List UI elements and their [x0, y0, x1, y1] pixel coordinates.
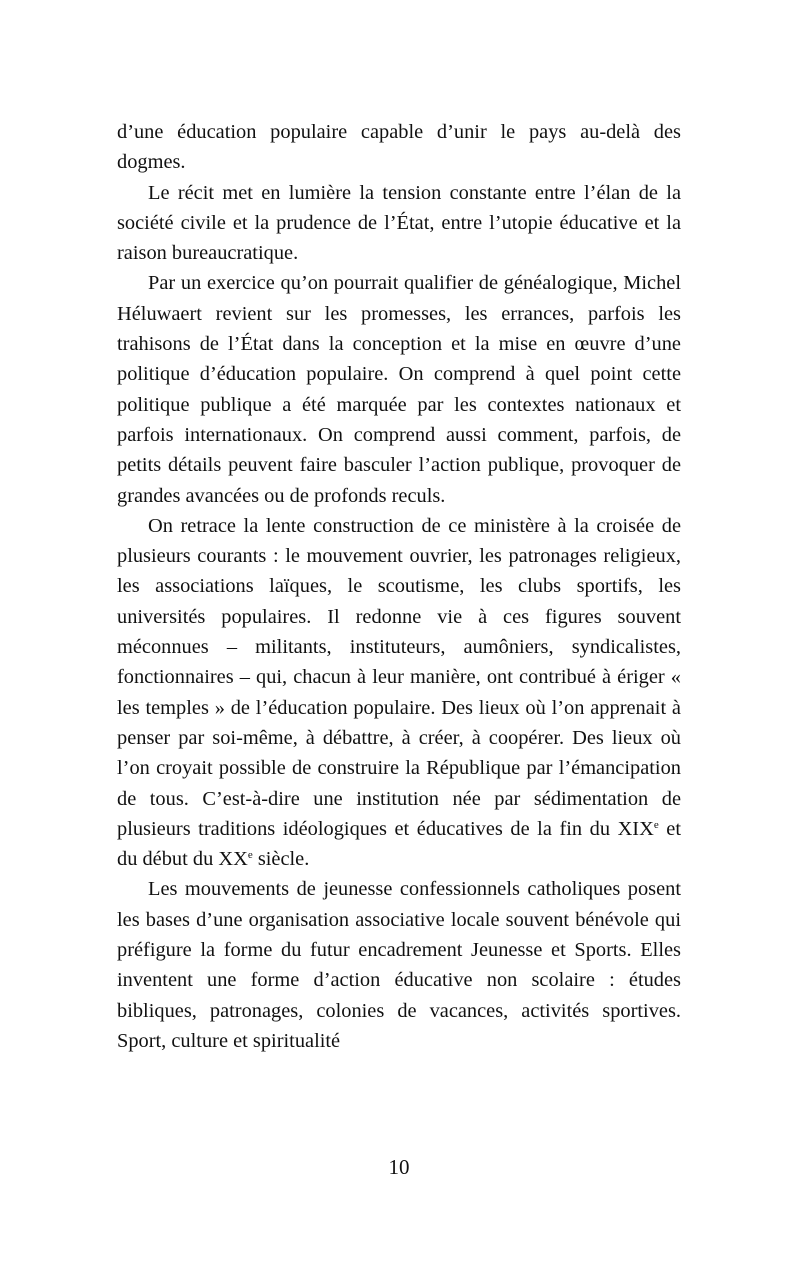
superscript-e: e	[247, 849, 253, 862]
paragraph-4-text: On retrace la lente construction de ce ministère à la croisée de plusieurs courants : le mouvement ouvrier, les patronages religieux, les associations laïques, le scoutisme, les clubs sportifs, les universités populaires. Il redonne vie à ces figures souvent méconnues – militants, instituteurs, aumôniers, syndicalistes, fonctionnaires – qui, chacun à leur manière, ont contribué à ériger « les temples » de l’éducation populaire. Des lieux où l’on apprenait à penser par soi-même, à débattre, à créer, à coopérer. Des lieux où l’on croyait possible de construire la République par l’émancipation de tous. C’est-à-dire une institution née par sédimentation de plusieurs traditions idéologiques et éducatives de la fin du XIX	[117, 514, 681, 840]
paragraph-3: Par un exercice qu’on pourrait qualifier de généalogique, Michel Héluwaert revient sur les promesses, les errances, parfois les trahisons de l’État dans la conception et la mise en œuvre d’une politique d’éducation populaire. On comprend à quel point cette politique publique a été marquée par les contextes nationaux et parfois internationaux. On comprend aussi comment, parfois, de petits détails peuvent faire basculer l’action publique, provoquer de grandes avancées ou de profonds reculs.	[117, 272, 681, 507]
paragraph-4-text-cont: et du début du XX	[117, 817, 681, 871]
paragraph-2: Le récit met en lumière la tension constante entre l’élan de la société civile et la prudence de l’État, entre l’utopie éducative et la raison bureaucratique.	[117, 181, 681, 265]
paragraph-5: Les mouvements de jeunesse confessionnels catholiques posent les bases d’une organisation associative locale souvent bénévole qui préfigure la forme du futur encadrement Jeunesse et Sports. Elles inventent une forme d’action éducative non scolaire : études bibliques, patronages, colonies de vacances, activités sportives. Sport, culture et spiritualité	[117, 878, 681, 1052]
paragraph-4	[117, 511, 681, 875]
paragraph-1: d’une éducation populaire capable d’unir le pays au-delà des dogmes.	[117, 121, 681, 174]
superscript-e: e	[653, 818, 659, 831]
page-number: 10	[388, 1155, 410, 1179]
paragraph-4-text-end: siècle.	[252, 848, 310, 871]
page-body	[117, 117, 681, 1056]
